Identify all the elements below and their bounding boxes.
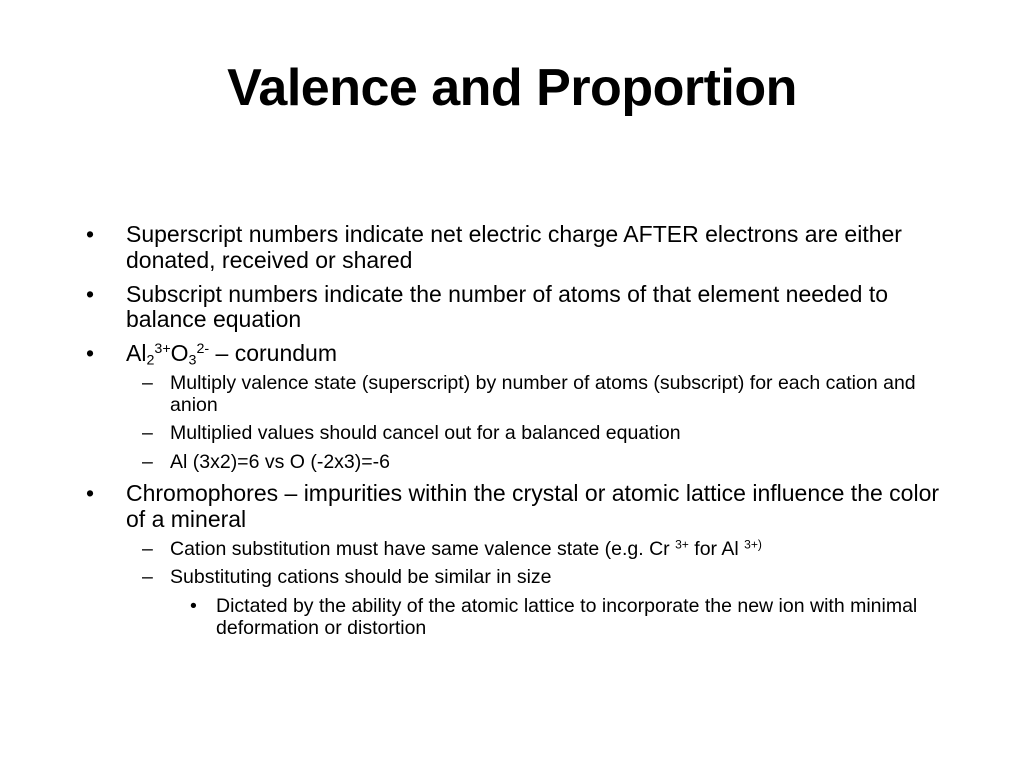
sub-item-text: Multiplied values should cancel out for a balanced equation bbox=[170, 422, 681, 445]
bullet-marker: • bbox=[86, 221, 95, 247]
formula-subscript: 3 bbox=[188, 352, 197, 369]
formula-label: – corundum bbox=[209, 340, 337, 366]
sub-item-text: for Al bbox=[688, 537, 745, 560]
sub-item-text: Cation substitution must have same valence state (e.g. Cr bbox=[170, 537, 676, 560]
slide-body bbox=[86, 222, 946, 646]
sub-item-cation-substitution bbox=[86, 536, 946, 561]
formula-element-al: Al bbox=[126, 340, 147, 366]
sub-sub-item-text: Dictated by the ability of the atomic lattice to incorporate the new ion with minimal deformation or distortion bbox=[216, 595, 918, 640]
dash-marker: – bbox=[142, 422, 153, 445]
formula-element-o: O bbox=[170, 340, 189, 366]
charge-superscript-al: 3+) bbox=[744, 536, 762, 551]
formula-superscript: 2- bbox=[196, 341, 210, 358]
bullet-item-corundum-formula bbox=[86, 341, 946, 367]
sub-item-al-vs-o bbox=[86, 452, 946, 474]
bullet-marker: • bbox=[86, 480, 95, 507]
bullet-text: Superscript numbers indicate net electric charge AFTER electrons are either donated, received or shared bbox=[126, 221, 902, 273]
bullet-text: Subscript numbers indicate the number of atoms of that element needed to balance equation bbox=[126, 280, 888, 333]
bullet-marker: • bbox=[190, 595, 197, 618]
dash-marker: – bbox=[142, 451, 153, 474]
bullet-item-subscript bbox=[86, 282, 946, 334]
bullet-item-chromophores bbox=[86, 481, 946, 533]
formula-superscript: 3+ bbox=[154, 341, 171, 358]
dash-marker: – bbox=[142, 566, 153, 589]
sub-item-multiply bbox=[86, 373, 946, 417]
slide-title: Valence and Proportion bbox=[227, 59, 797, 117]
bullet-text: Chromophores – impurities within the crystal or atomic lattice influence the color of a mineral bbox=[126, 480, 940, 532]
bullet-marker: • bbox=[86, 280, 95, 307]
dash-marker: – bbox=[142, 537, 153, 560]
charge-superscript-cr: 3+ bbox=[675, 536, 689, 551]
bullet-item-superscript bbox=[86, 222, 946, 274]
sub-item-text: Al (3x2)=6 vs O (-2x3)=-6 bbox=[170, 451, 390, 474]
sub-item-similar-size bbox=[86, 567, 946, 589]
sub-item-cancel-out bbox=[86, 423, 946, 445]
sub-sub-item-lattice bbox=[86, 596, 946, 640]
formula-subscript: 2 bbox=[146, 352, 155, 369]
sub-item-text: Substituting cations should be similar in size bbox=[170, 566, 552, 589]
dash-marker: – bbox=[142, 371, 153, 394]
sub-item-text: Multiply valence state (superscript) by number of atoms (subscript) for each cation and anion bbox=[170, 371, 916, 416]
bullet-marker: • bbox=[86, 340, 95, 366]
